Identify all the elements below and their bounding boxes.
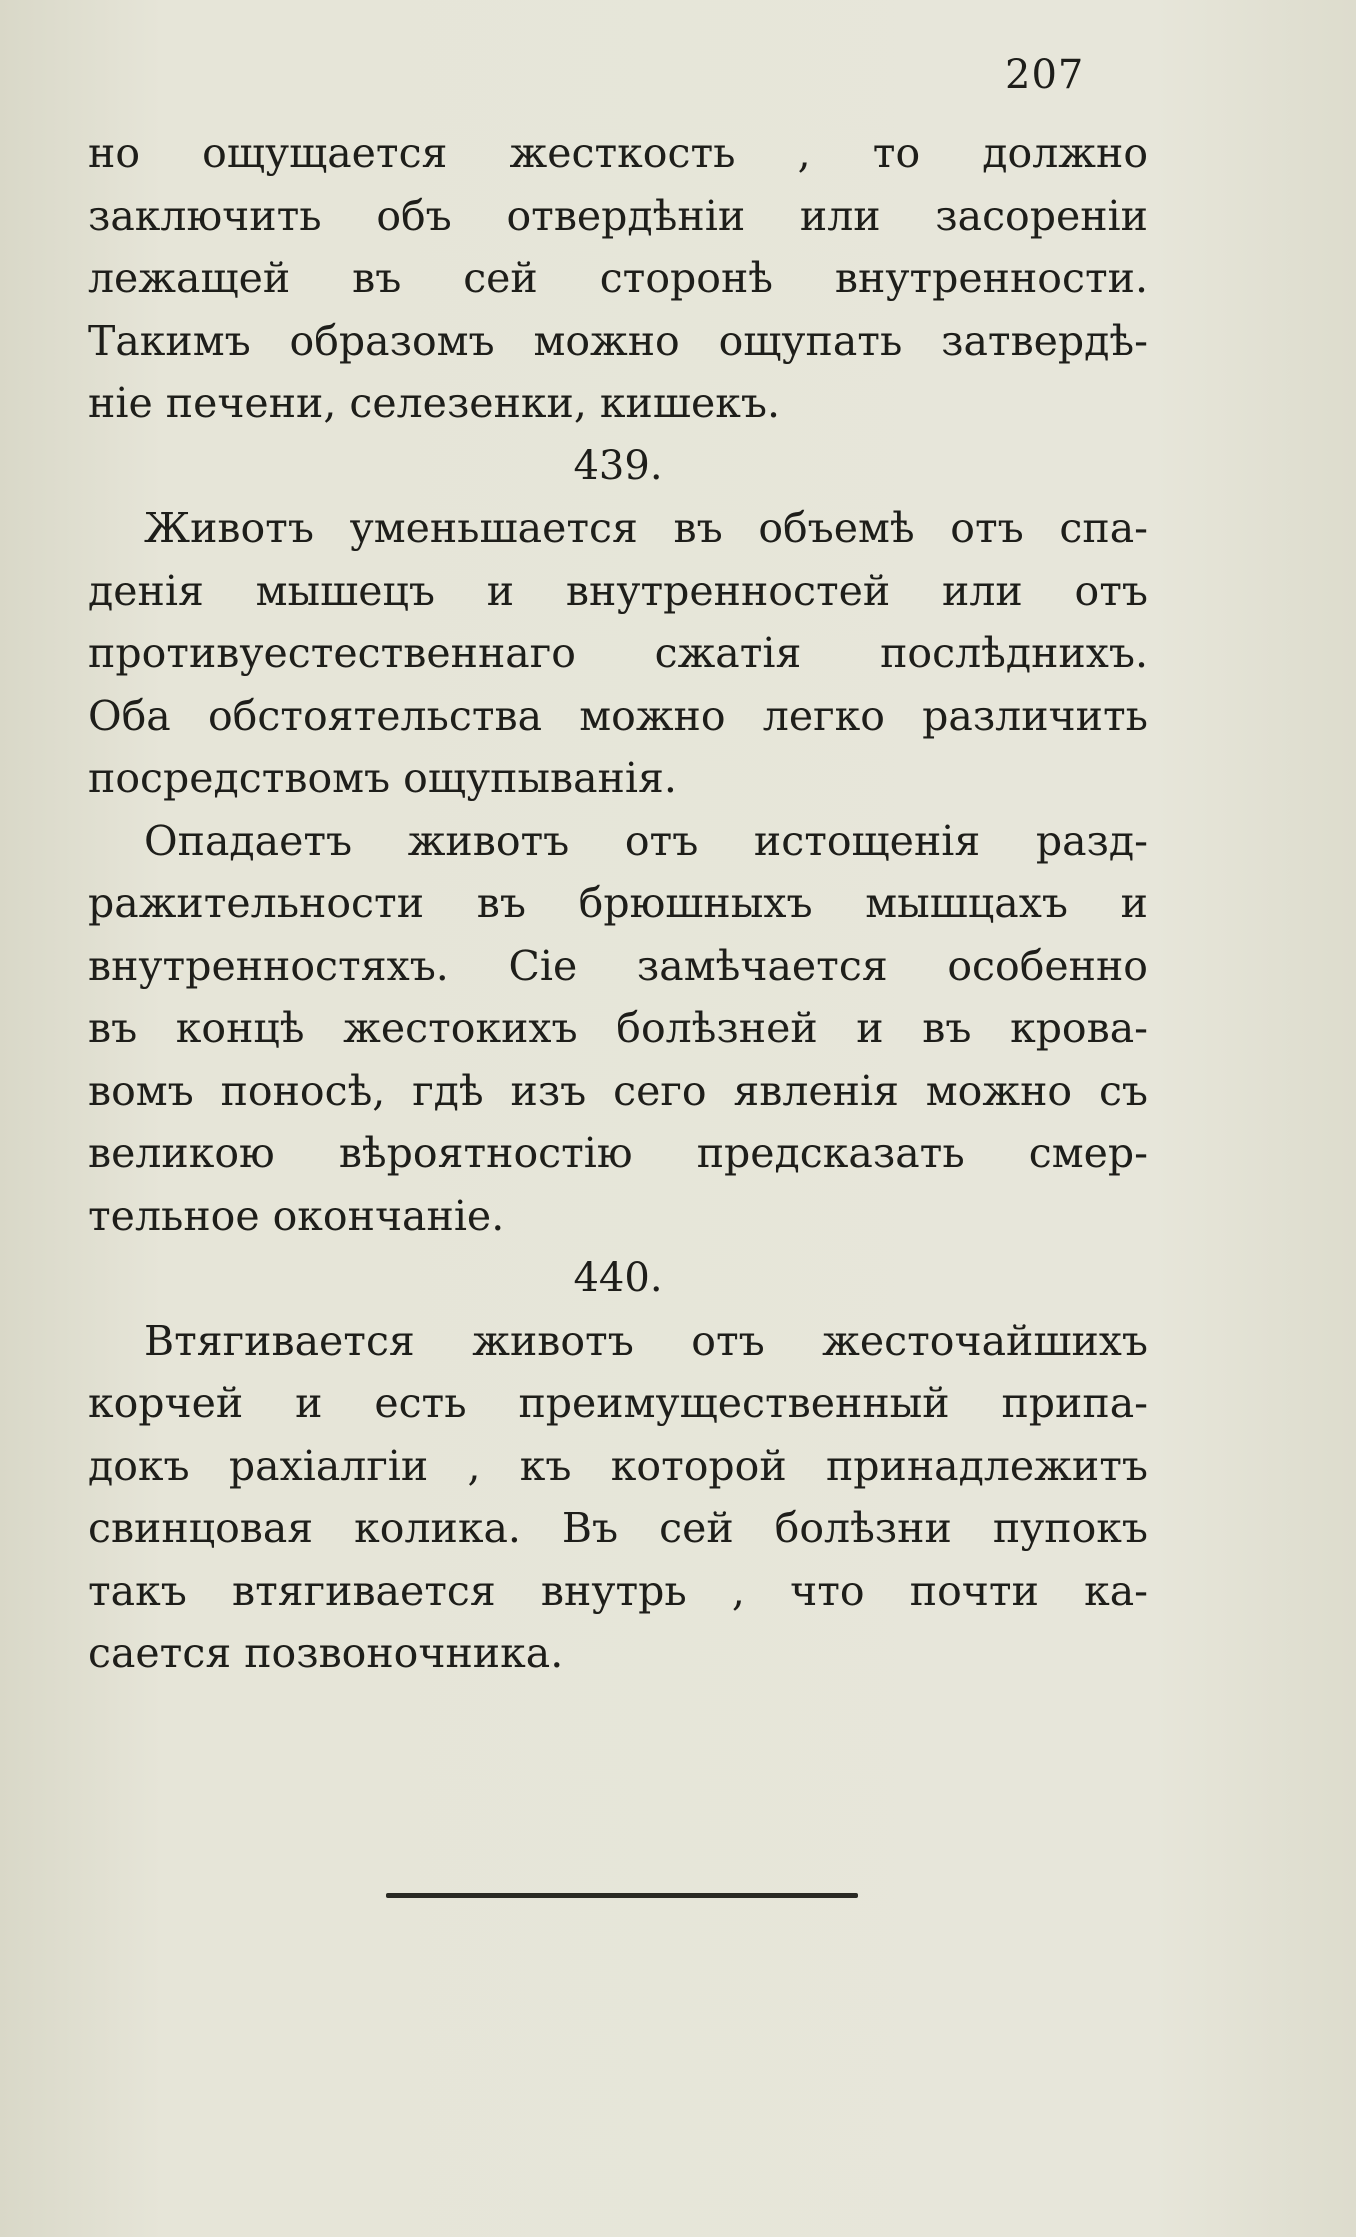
- text-line: посредствомъ ощупыванія.: [88, 754, 677, 802]
- text-line: Втягивается животъ отъ жесточайшихъ: [144, 1316, 1148, 1365]
- paragraph-1: [88, 122, 1148, 435]
- text-line: противуестественнаго сжатія послѣднихъ.: [88, 629, 1148, 677]
- text-line: заключить объ отвердѣніи или засореніи: [88, 191, 1148, 240]
- section-number: 439.: [573, 442, 663, 489]
- text-line: внутренностяхъ. Сіе замѣчается особенно: [88, 941, 1148, 990]
- text-line: ніе печени, селезенки, кишекъ.: [88, 379, 780, 427]
- text-line: докъ рахіалгіи , къ которой принадлежитъ: [88, 1441, 1148, 1490]
- paragraph-4: [88, 1310, 1148, 1685]
- end-rule: [386, 1893, 858, 1898]
- text-line: денія мышецъ и внутренностей или отъ: [88, 566, 1148, 615]
- text-line: свинцовая колика. Въ сей болѣзни пупокъ: [88, 1504, 1148, 1552]
- text-line: сается позвоночника.: [88, 1629, 564, 1677]
- text-line: Животъ уменьшается въ объемѣ отъ спа-: [144, 504, 1148, 552]
- text-line: но ощущается жесткость , то должно: [88, 129, 1148, 177]
- text-line: ражительности въ брюшныхъ мышцахъ и: [88, 879, 1148, 927]
- text-line: Оба обстоятельства можно легко различить: [88, 691, 1148, 740]
- section-number: 440.: [573, 1255, 663, 1301]
- text-line: великою вѣроятностію предсказать смер-: [88, 1129, 1148, 1177]
- page-number: 207: [1005, 52, 1085, 98]
- text-line: лежащей въ сей сторонѣ внутренности.: [88, 254, 1148, 302]
- paragraph-3: [88, 810, 1148, 1248]
- text-line: въ концѣ жестокихъ болѣзней и въ крова-: [88, 1004, 1148, 1052]
- text-line: такъ втягивается внутрь , что почти ка-: [88, 1566, 1148, 1615]
- text-line: Опадаетъ животъ отъ истощенія разд-: [144, 816, 1148, 865]
- text-line: тельное окончаніе.: [88, 1191, 505, 1240]
- text-line: Такимъ образомъ можно ощупать затвердѣ-: [88, 316, 1148, 365]
- page-text: [88, 122, 1148, 1685]
- paragraph-2: [88, 497, 1148, 810]
- text-line: корчей и есть преимущественный припа-: [88, 1379, 1148, 1427]
- text-line: вомъ поносѣ, гдѣ изъ сего явленія можно съ: [88, 1066, 1148, 1115]
